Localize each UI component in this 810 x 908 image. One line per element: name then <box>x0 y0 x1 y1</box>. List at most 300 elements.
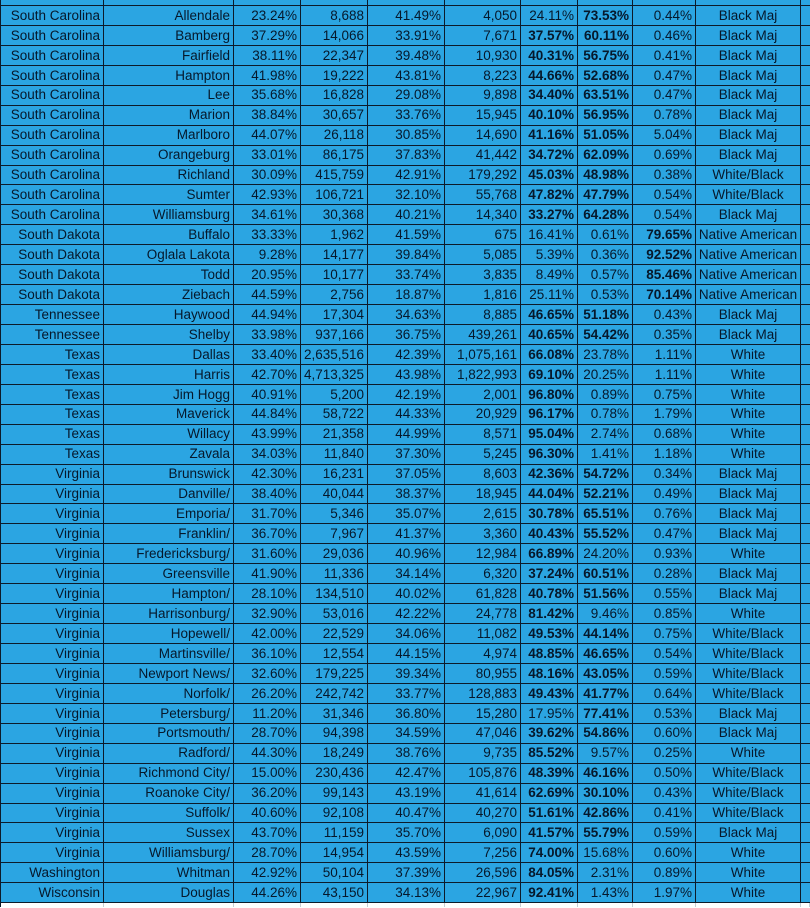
cell-pct-a[interactable]: 38.11% <box>234 46 301 66</box>
cell-pct-a[interactable]: 44.07% <box>234 126 301 146</box>
cell-clipped[interactable] <box>801 26 810 46</box>
cell-pct-b[interactable]: 38.76% <box>368 744 445 764</box>
cell-majority[interactable]: Black Maj <box>696 205 801 225</box>
cell-pct-d[interactable]: 2.74% <box>578 425 633 445</box>
cell-clipped[interactable] <box>801 784 810 804</box>
cell-count-a[interactable]: 17,304 <box>301 305 368 325</box>
cell-count-a[interactable]: 50,104 <box>301 863 368 883</box>
cell-pct-e[interactable]: 85.46% <box>633 265 696 285</box>
cell-pct-b[interactable]: 37.30% <box>368 445 445 465</box>
cell-pct-d[interactable]: 42.86% <box>578 804 633 824</box>
cell-clipped[interactable] <box>801 6 810 26</box>
cell-majority[interactable]: White <box>696 445 801 465</box>
cell-majority[interactable]: White/Black <box>696 664 801 684</box>
cell-county[interactable]: Richmond City/ <box>104 764 234 784</box>
cell-state[interactable]: Wisconsin <box>1 883 104 903</box>
cell-clipped[interactable] <box>801 843 810 863</box>
cell-pct-d[interactable]: 24.20% <box>578 544 633 564</box>
cell-count-b[interactable]: 41,614 <box>445 784 521 804</box>
cell-count-a[interactable]: 2,756 <box>301 285 368 305</box>
cell-county[interactable]: Greensville <box>104 564 234 584</box>
cell-pct-d[interactable]: 51.18% <box>578 305 633 325</box>
cell-clipped[interactable] <box>801 365 810 385</box>
cell-count-b[interactable]: 15,945 <box>445 106 521 126</box>
cell-count-a[interactable]: 937,166 <box>301 325 368 345</box>
cell-count-a[interactable]: 53,016 <box>301 604 368 624</box>
cell-pct-a[interactable]: 9.28% <box>234 245 301 265</box>
cell-pct-c[interactable]: 62.69% <box>521 784 578 804</box>
cell-majority[interactable]: Native American <box>696 245 801 265</box>
cell-count-a[interactable]: 179,225 <box>301 664 368 684</box>
cell-county[interactable]: Maverick <box>104 405 234 425</box>
cell-pct-d[interactable]: 65.51% <box>578 504 633 524</box>
cell-state[interactable]: Texas <box>1 345 104 365</box>
cell-county[interactable]: Emporia/ <box>104 504 234 524</box>
cell-count-a[interactable]: 22,529 <box>301 624 368 644</box>
cell-majority[interactable]: Native American <box>696 285 801 305</box>
cell-clipped[interactable] <box>801 405 810 425</box>
cell-pct-b[interactable]: 44.99% <box>368 425 445 445</box>
cell-clipped[interactable] <box>801 704 810 724</box>
cell-state[interactable]: Texas <box>1 405 104 425</box>
cell-county[interactable]: Marion <box>104 106 234 126</box>
cell-pct-d[interactable]: 2.31% <box>578 863 633 883</box>
cell-clipped[interactable] <box>801 185 810 205</box>
cell-pct-d[interactable]: 73.53% <box>578 6 633 26</box>
cell-count-b[interactable]: 7,256 <box>445 843 521 863</box>
cell-state[interactable]: Texas <box>1 385 104 405</box>
cell-count-a[interactable]: 92,108 <box>301 804 368 824</box>
cell-clipped[interactable] <box>801 166 810 186</box>
cell-count-a[interactable]: 94,398 <box>301 724 368 744</box>
cell-pct-e[interactable]: 0.75% <box>633 624 696 644</box>
cell-count-b[interactable]: 7,671 <box>445 26 521 46</box>
cell-pct-a[interactable]: 40.91% <box>234 385 301 405</box>
cell-pct-e[interactable]: 0.54% <box>633 644 696 664</box>
cell-clipped[interactable] <box>801 664 810 684</box>
cell-pct-e[interactable]: 0.28% <box>633 564 696 584</box>
cell-pct-e[interactable]: 0.64% <box>633 684 696 704</box>
cell-pct-c[interactable]: 85.52% <box>521 744 578 764</box>
cell-pct-c[interactable]: 45.03% <box>521 166 578 186</box>
cell-pct-c[interactable]: 40.78% <box>521 584 578 604</box>
cell-pct-b[interactable]: 42.19% <box>368 385 445 405</box>
cell-clipped[interactable] <box>801 804 810 824</box>
cell-pct-a[interactable]: 32.60% <box>234 664 301 684</box>
cell-clipped[interactable] <box>801 285 810 305</box>
cell-count-b[interactable]: 2,615 <box>445 504 521 524</box>
cell-pct-e[interactable]: 1.11% <box>633 345 696 365</box>
cell-clipped[interactable] <box>801 46 810 66</box>
cell-majority[interactable]: White <box>696 425 801 445</box>
cell-pct-e[interactable]: 0.59% <box>633 823 696 843</box>
cell-pct-e[interactable]: 0.93% <box>633 544 696 564</box>
cell-county[interactable]: Danville/ <box>104 485 234 505</box>
cell-state[interactable]: South Carolina <box>1 166 104 186</box>
cell-majority[interactable]: Black Maj <box>696 66 801 86</box>
cell-pct-d[interactable]: 0.89% <box>578 385 633 405</box>
cell-pct-d[interactable]: 63.51% <box>578 86 633 106</box>
cell-pct-e[interactable]: 0.35% <box>633 325 696 345</box>
cell-pct-a[interactable]: 15.00% <box>234 764 301 784</box>
cell-clipped[interactable] <box>801 325 810 345</box>
cell-county[interactable]: Harrisonburg/ <box>104 604 234 624</box>
cell-count-a[interactable]: 58,722 <box>301 405 368 425</box>
cell-state[interactable]: Texas <box>1 365 104 385</box>
cell-pct-d[interactable]: 52.68% <box>578 66 633 86</box>
cell-pct-c[interactable]: 49.53% <box>521 624 578 644</box>
cell-pct-c[interactable]: 74.00% <box>521 843 578 863</box>
cell-pct-b[interactable]: 36.75% <box>368 325 445 345</box>
cell-pct-b[interactable]: 33.77% <box>368 684 445 704</box>
cell-county[interactable]: Orangeburg <box>104 146 234 166</box>
cell-pct-c[interactable]: 39.62% <box>521 724 578 744</box>
cell-county[interactable]: Whitman <box>104 863 234 883</box>
cell-majority[interactable]: Native American <box>696 265 801 285</box>
cell-county[interactable]: Hampton <box>104 66 234 86</box>
cell-pct-e[interactable]: 0.43% <box>633 305 696 325</box>
cell-count-b[interactable]: 4,050 <box>445 6 521 26</box>
cell-count-a[interactable]: 106,721 <box>301 185 368 205</box>
cell-pct-e[interactable]: 0.89% <box>633 863 696 883</box>
cell-pct-b[interactable]: 43.59% <box>368 843 445 863</box>
cell-pct-e[interactable]: 0.34% <box>633 465 696 485</box>
cell-count-a[interactable]: 29,036 <box>301 544 368 564</box>
cell-state[interactable]: Virginia <box>1 485 104 505</box>
cell-pct-d[interactable]: 54.42% <box>578 325 633 345</box>
cell-majority[interactable]: White/Black <box>696 185 801 205</box>
cell-pct-a[interactable]: 33.40% <box>234 345 301 365</box>
cell-clipped[interactable] <box>801 445 810 465</box>
cell-pct-d[interactable]: 1.41% <box>578 445 633 465</box>
cell-state[interactable]: South Carolina <box>1 6 104 26</box>
cell-pct-c[interactable]: 48.16% <box>521 664 578 684</box>
cell-pct-b[interactable]: 30.85% <box>368 126 445 146</box>
cell-count-a[interactable]: 43,150 <box>301 883 368 903</box>
cell-pct-b[interactable]: 34.13% <box>368 883 445 903</box>
cell-count-b[interactable]: 9,735 <box>445 744 521 764</box>
cell-clipped[interactable] <box>801 564 810 584</box>
cell-county[interactable]: Jim Hogg <box>104 385 234 405</box>
cell-pct-d[interactable]: 46.16% <box>578 764 633 784</box>
cell-pct-d[interactable]: 56.75% <box>578 46 633 66</box>
cell-pct-d[interactable]: 51.56% <box>578 584 633 604</box>
cell-clipped[interactable] <box>801 624 810 644</box>
cell-pct-a[interactable]: 36.20% <box>234 784 301 804</box>
cell-pct-c[interactable]: 96.30% <box>521 445 578 465</box>
cell-majority[interactable]: White <box>696 544 801 564</box>
cell-count-b[interactable]: 8,603 <box>445 465 521 485</box>
cell-count-a[interactable]: 40,044 <box>301 485 368 505</box>
cell-pct-a[interactable]: 44.59% <box>234 285 301 305</box>
cell-count-a[interactable]: 11,159 <box>301 823 368 843</box>
cell-pct-e[interactable]: 0.59% <box>633 664 696 684</box>
cell-count-a[interactable]: 31,346 <box>301 704 368 724</box>
cell-pct-e[interactable]: 0.41% <box>633 804 696 824</box>
cell-pct-b[interactable]: 39.48% <box>368 46 445 66</box>
cell-pct-a[interactable]: 40.60% <box>234 804 301 824</box>
cell-clipped[interactable] <box>801 604 810 624</box>
cell-majority[interactable]: Black Maj <box>696 325 801 345</box>
cell-pct-b[interactable]: 40.96% <box>368 544 445 564</box>
cell-pct-e[interactable]: 0.46% <box>633 26 696 46</box>
cell-majority[interactable]: Native American <box>696 225 801 245</box>
cell-majority[interactable]: White <box>696 843 801 863</box>
cell-pct-d[interactable]: 54.72% <box>578 465 633 485</box>
cell-majority[interactable]: Black Maj <box>696 106 801 126</box>
cell-pct-d[interactable]: 0.36% <box>578 245 633 265</box>
cell-pct-a[interactable]: 30.09% <box>234 166 301 186</box>
cell-pct-b[interactable]: 34.59% <box>368 724 445 744</box>
cell-pct-b[interactable]: 33.74% <box>368 265 445 285</box>
cell-clipped[interactable] <box>801 66 810 86</box>
cell-state[interactable]: South Dakota <box>1 245 104 265</box>
cell-clipped[interactable] <box>801 106 810 126</box>
cell-pct-b[interactable]: 42.39% <box>368 345 445 365</box>
cell-pct-c[interactable]: 66.89% <box>521 544 578 564</box>
cell-pct-c[interactable]: 40.31% <box>521 46 578 66</box>
cell-count-a[interactable]: 16,828 <box>301 86 368 106</box>
cell-county[interactable]: Norfolk/ <box>104 684 234 704</box>
cell-majority[interactable]: Black Maj <box>696 504 801 524</box>
cell-pct-a[interactable]: 41.98% <box>234 66 301 86</box>
cell-clipped[interactable] <box>801 146 810 166</box>
cell-state[interactable]: Virginia <box>1 524 104 544</box>
cell-state[interactable]: South Carolina <box>1 86 104 106</box>
cell-majority[interactable]: White/Black <box>696 684 801 704</box>
cell-count-a[interactable]: 11,336 <box>301 564 368 584</box>
cell-pct-b[interactable]: 35.07% <box>368 504 445 524</box>
cell-clipped[interactable] <box>801 524 810 544</box>
cell-pct-d[interactable]: 48.98% <box>578 166 633 186</box>
cell-county[interactable]: Newport News/ <box>104 664 234 684</box>
cell-pct-a[interactable]: 32.90% <box>234 604 301 624</box>
cell-count-b[interactable]: 1,816 <box>445 285 521 305</box>
cell-pct-e[interactable]: 0.78% <box>633 106 696 126</box>
cell-pct-b[interactable]: 18.87% <box>368 285 445 305</box>
cell-pct-e[interactable]: 0.38% <box>633 166 696 186</box>
cell-pct-e[interactable]: 0.47% <box>633 524 696 544</box>
cell-pct-d[interactable]: 47.79% <box>578 185 633 205</box>
cell-pct-e[interactable]: 0.44% <box>633 6 696 26</box>
cell-count-b[interactable]: 3,835 <box>445 265 521 285</box>
cell-county[interactable]: Brunswick <box>104 465 234 485</box>
cell-majority[interactable]: Black Maj <box>696 704 801 724</box>
cell-majority[interactable]: White/Black <box>696 644 801 664</box>
cell-pct-b[interactable]: 37.83% <box>368 146 445 166</box>
cell-majority[interactable]: Black Maj <box>696 465 801 485</box>
cell-count-a[interactable]: 99,143 <box>301 784 368 804</box>
cell-pct-e[interactable]: 1.97% <box>633 883 696 903</box>
cell-county[interactable]: Shelby <box>104 325 234 345</box>
cell-pct-d[interactable]: 20.25% <box>578 365 633 385</box>
cell-pct-c[interactable]: 30.78% <box>521 504 578 524</box>
cell-count-a[interactable]: 2,635,516 <box>301 345 368 365</box>
cell-pct-a[interactable]: 44.84% <box>234 405 301 425</box>
cell-pct-d[interactable]: 55.52% <box>578 524 633 544</box>
cell-pct-c[interactable]: 84.05% <box>521 863 578 883</box>
cell-clipped[interactable] <box>801 425 810 445</box>
cell-count-b[interactable]: 80,955 <box>445 664 521 684</box>
cell-state[interactable]: South Carolina <box>1 106 104 126</box>
cell-count-a[interactable]: 1,962 <box>301 225 368 245</box>
cell-pct-e[interactable]: 79.65% <box>633 225 696 245</box>
cell-pct-b[interactable]: 43.81% <box>368 66 445 86</box>
cell-pct-a[interactable]: 34.61% <box>234 205 301 225</box>
cell-pct-d[interactable]: 1.43% <box>578 883 633 903</box>
cell-state[interactable]: Virginia <box>1 784 104 804</box>
cell-pct-e[interactable]: 0.76% <box>633 504 696 524</box>
cell-state[interactable]: Virginia <box>1 544 104 564</box>
cell-pct-e[interactable]: 92.52% <box>633 245 696 265</box>
cell-majority[interactable]: White <box>696 385 801 405</box>
cell-state[interactable]: Virginia <box>1 724 104 744</box>
cell-count-a[interactable]: 26,118 <box>301 126 368 146</box>
cell-clipped[interactable] <box>801 126 810 146</box>
cell-majority[interactable]: White <box>696 604 801 624</box>
cell-pct-a[interactable]: 42.92% <box>234 863 301 883</box>
cell-pct-b[interactable]: 34.63% <box>368 305 445 325</box>
cell-pct-a[interactable]: 23.24% <box>234 6 301 26</box>
cell-pct-c[interactable]: 40.43% <box>521 524 578 544</box>
cell-pct-e[interactable]: 1.79% <box>633 405 696 425</box>
cell-state[interactable]: South Carolina <box>1 205 104 225</box>
cell-count-b[interactable]: 40,270 <box>445 804 521 824</box>
cell-pct-a[interactable]: 34.03% <box>234 445 301 465</box>
cell-pct-a[interactable]: 36.10% <box>234 644 301 664</box>
cell-state[interactable]: South Carolina <box>1 26 104 46</box>
cell-majority[interactable]: White/Black <box>696 784 801 804</box>
cell-state[interactable]: Virginia <box>1 664 104 684</box>
cell-state[interactable]: South Dakota <box>1 265 104 285</box>
cell-majority[interactable]: White <box>696 883 801 903</box>
cell-count-b[interactable]: 24,778 <box>445 604 521 624</box>
cell-pct-a[interactable]: 28.10% <box>234 584 301 604</box>
cell-count-b[interactable]: 12,984 <box>445 544 521 564</box>
cell-clipped[interactable] <box>801 225 810 245</box>
cell-count-b[interactable]: 1,075,161 <box>445 345 521 365</box>
cell-pct-c[interactable]: 44.04% <box>521 485 578 505</box>
cell-state[interactable]: Virginia <box>1 843 104 863</box>
cell-county[interactable]: Dallas <box>104 345 234 365</box>
cell-pct-c[interactable]: 48.39% <box>521 764 578 784</box>
cell-state[interactable]: Virginia <box>1 465 104 485</box>
cell-pct-a[interactable]: 28.70% <box>234 843 301 863</box>
cell-county[interactable]: Sumter <box>104 185 234 205</box>
cell-count-b[interactable]: 9,898 <box>445 86 521 106</box>
cell-state[interactable]: Virginia <box>1 764 104 784</box>
cell-pct-d[interactable]: 15.68% <box>578 843 633 863</box>
cell-pct-b[interactable]: 29.08% <box>368 86 445 106</box>
cell-pct-c[interactable]: 69.10% <box>521 365 578 385</box>
cell-count-b[interactable]: 1,822,993 <box>445 365 521 385</box>
cell-pct-a[interactable]: 36.70% <box>234 524 301 544</box>
cell-count-b[interactable]: 128,883 <box>445 684 521 704</box>
cell-count-b[interactable]: 6,320 <box>445 564 521 584</box>
cell-pct-e[interactable]: 0.54% <box>633 205 696 225</box>
cell-count-a[interactable]: 30,657 <box>301 106 368 126</box>
cell-pct-a[interactable]: 31.60% <box>234 544 301 564</box>
cell-pct-b[interactable]: 32.10% <box>368 185 445 205</box>
cell-count-b[interactable]: 675 <box>445 225 521 245</box>
cell-state[interactable]: South Carolina <box>1 126 104 146</box>
cell-county[interactable]: Franklin/ <box>104 524 234 544</box>
cell-county[interactable]: Haywood <box>104 305 234 325</box>
cell-count-b[interactable]: 18,945 <box>445 485 521 505</box>
cell-pct-c[interactable]: 46.65% <box>521 305 578 325</box>
cell-pct-e[interactable]: 0.43% <box>633 784 696 804</box>
cell-pct-b[interactable]: 40.47% <box>368 804 445 824</box>
cell-pct-a[interactable]: 20.95% <box>234 265 301 285</box>
cell-count-a[interactable]: 415,759 <box>301 166 368 186</box>
cell-clipped[interactable] <box>801 644 810 664</box>
cell-pct-e[interactable]: 1.18% <box>633 445 696 465</box>
cell-pct-b[interactable]: 42.22% <box>368 604 445 624</box>
cell-pct-b[interactable]: 37.05% <box>368 465 445 485</box>
cell-count-a[interactable]: 22,347 <box>301 46 368 66</box>
cell-pct-a[interactable]: 31.70% <box>234 504 301 524</box>
cell-count-b[interactable]: 14,690 <box>445 126 521 146</box>
cell-pct-c[interactable]: 33.27% <box>521 205 578 225</box>
cell-count-a[interactable]: 16,231 <box>301 465 368 485</box>
cell-count-a[interactable]: 7,967 <box>301 524 368 544</box>
cell-pct-d[interactable]: 9.57% <box>578 744 633 764</box>
cell-pct-a[interactable]: 33.33% <box>234 225 301 245</box>
cell-clipped[interactable] <box>801 265 810 285</box>
cell-pct-b[interactable]: 39.34% <box>368 664 445 684</box>
cell-pct-b[interactable]: 41.49% <box>368 6 445 26</box>
cell-pct-c[interactable]: 96.17% <box>521 405 578 425</box>
cell-count-a[interactable]: 134,510 <box>301 584 368 604</box>
cell-county[interactable]: Willacy <box>104 425 234 445</box>
cell-county[interactable]: Martinsville/ <box>104 644 234 664</box>
cell-count-b[interactable]: 105,876 <box>445 764 521 784</box>
cell-count-a[interactable]: 18,249 <box>301 744 368 764</box>
cell-pct-c[interactable]: 37.24% <box>521 564 578 584</box>
cell-pct-b[interactable]: 44.15% <box>368 644 445 664</box>
cell-pct-c[interactable]: 95.04% <box>521 425 578 445</box>
cell-state[interactable]: Virginia <box>1 704 104 724</box>
cell-county[interactable]: Oglala Lakota <box>104 245 234 265</box>
cell-clipped[interactable] <box>801 744 810 764</box>
cell-count-b[interactable]: 11,082 <box>445 624 521 644</box>
cell-count-b[interactable]: 55,768 <box>445 185 521 205</box>
cell-clipped[interactable] <box>801 86 810 106</box>
cell-pct-a[interactable]: 44.94% <box>234 305 301 325</box>
cell-pct-e[interactable]: 5.04% <box>633 126 696 146</box>
cell-pct-b[interactable]: 42.47% <box>368 764 445 784</box>
cell-count-b[interactable]: 14,340 <box>445 205 521 225</box>
cell-clipped[interactable] <box>801 724 810 744</box>
cell-state[interactable]: Virginia <box>1 604 104 624</box>
cell-clipped[interactable] <box>801 385 810 405</box>
cell-majority[interactable]: Black Maj <box>696 584 801 604</box>
cell-state[interactable]: South Dakota <box>1 285 104 305</box>
cell-state[interactable]: Tennessee <box>1 305 104 325</box>
cell-clipped[interactable] <box>801 823 810 843</box>
cell-pct-a[interactable]: 37.29% <box>234 26 301 46</box>
cell-count-b[interactable]: 8,223 <box>445 66 521 86</box>
cell-pct-b[interactable]: 42.91% <box>368 166 445 186</box>
cell-pct-a[interactable]: 33.98% <box>234 325 301 345</box>
cell-pct-d[interactable]: 62.09% <box>578 146 633 166</box>
cell-pct-d[interactable]: 64.28% <box>578 205 633 225</box>
cell-pct-c[interactable]: 81.42% <box>521 604 578 624</box>
cell-pct-e[interactable]: 0.85% <box>633 604 696 624</box>
cell-clipped[interactable] <box>801 485 810 505</box>
cell-county[interactable]: Hampton/ <box>104 584 234 604</box>
cell-pct-c[interactable]: 51.61% <box>521 804 578 824</box>
